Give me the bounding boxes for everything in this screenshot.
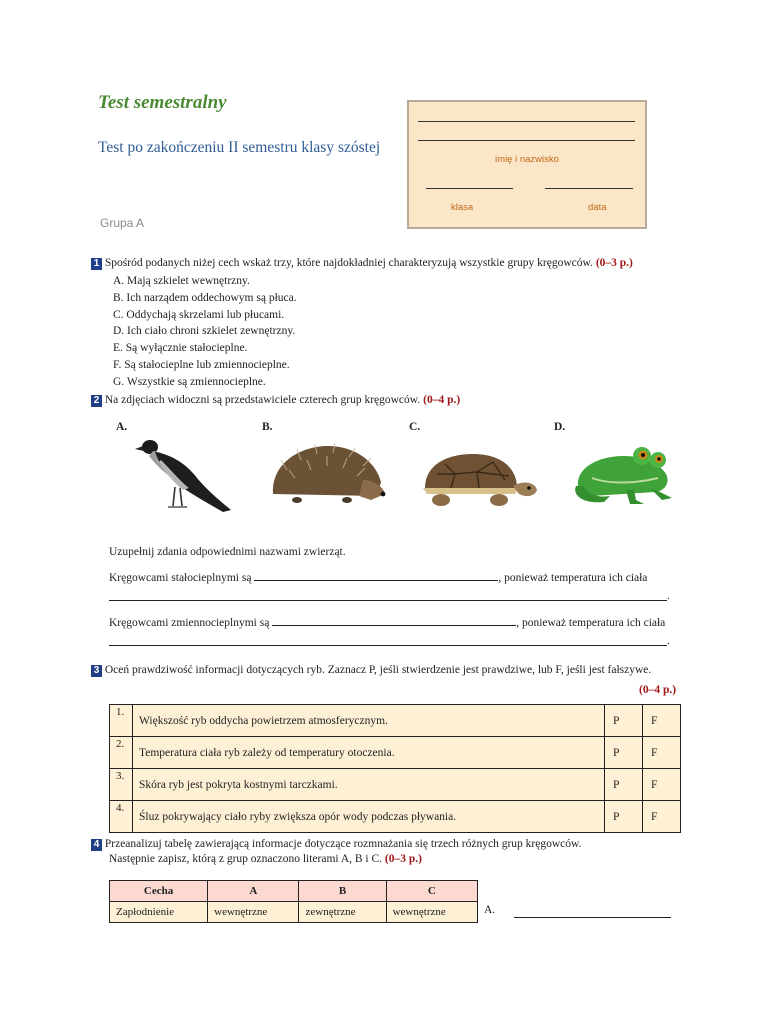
column-header: C: [386, 881, 477, 902]
points-badge: (0–4 p.): [639, 684, 677, 696]
answer-line[interactable]: [109, 645, 667, 646]
question-number: 2: [91, 395, 102, 407]
frog-icon: [570, 442, 675, 508]
false-option[interactable]: F: [643, 737, 681, 769]
answer-line-a[interactable]: [514, 917, 671, 918]
question-4-line-2: [109, 851, 422, 867]
class-label: klasa: [451, 202, 474, 213]
test-title: Test semestralny: [98, 92, 227, 113]
option-g[interactable]: G. Wszystkie są zmiennocieplne.: [113, 375, 266, 388]
dot: .: [667, 635, 670, 647]
sentence-cold-blooded: [109, 615, 665, 629]
question-text: Spośród podanych niżej cech wskaż trzy, które najdokładniej charakteryzują wszystkie grupy kręgowców.: [104, 257, 593, 269]
question-text: Przeanalizuj tabelę zawierającą informacje dotyczące rozmnażania się trzech różnych grup kręgowców.: [104, 838, 582, 850]
tortoise-icon: [415, 448, 540, 513]
table-row: [110, 737, 681, 769]
option-f[interactable]: F. Są stałocieplne lub zmiennocieplne.: [113, 358, 290, 371]
test-subtitle: Test po zakończeniu II semestru klasy szóstej: [98, 139, 381, 156]
row-number: 2.: [110, 737, 133, 769]
points-badge: (0–4 p.): [423, 394, 461, 406]
column-header: Cecha: [110, 881, 208, 902]
statement: Większość ryb oddycha powietrzem atmosferycznym.: [133, 705, 605, 737]
question-text: Oceń prawdziwość informacji dotyczących ryb. Zaznacz P, jeśli stwierdzenie jest prawdziwe, lub F, jeśli jest fałszywe.: [104, 664, 652, 676]
sentence-start: Kręgowcami zmiennocieplnymi są: [109, 617, 270, 629]
answer-blank[interactable]: [272, 615, 516, 626]
option-d[interactable]: D. Ich ciało chroni szkielet zewnętrzny.: [113, 325, 296, 338]
row-number: 1.: [110, 705, 133, 737]
row-number: 4.: [110, 801, 133, 833]
false-option[interactable]: F: [643, 769, 681, 801]
group-label: Grupa A: [100, 216, 145, 230]
row-number: 3.: [110, 769, 133, 801]
points-badge: (0–3 p.): [384, 853, 422, 865]
sentence-start: Kręgowcami stałocieplnymi są: [109, 572, 252, 584]
question-number: 1: [91, 258, 102, 270]
option-a[interactable]: A. Mają szkielet wewnętrzny.: [113, 275, 250, 287]
statement: Śluz pokrywający ciało ryby zwiększa opór wody podczas pływania.: [133, 801, 605, 833]
date-line[interactable]: [545, 188, 633, 189]
table-row: [110, 902, 478, 923]
table-row: [110, 769, 681, 801]
question-4: [91, 836, 581, 852]
statement: Skóra ryb jest pokryta kostnymi tarczkami.: [133, 769, 605, 801]
option-e[interactable]: E. Są wyłącznie stałocieplne.: [113, 342, 248, 355]
question-1: [91, 255, 633, 271]
photo-label-d: D.: [554, 421, 566, 433]
true-option[interactable]: P: [605, 801, 643, 833]
photo-label-a: A.: [116, 421, 128, 433]
answer-label-a: A.: [484, 904, 496, 916]
student-info-box: [407, 100, 647, 229]
table-cell: zewnętrzne: [299, 902, 386, 923]
question-text: Następnie zapisz, którą z grup oznaczono literami A, B i C.: [109, 853, 383, 865]
points-badge: (0–3 p.): [595, 257, 633, 269]
question-text: Na zdjęciach widoczni są przedstawiciele czterech grup kręgowców.: [104, 394, 421, 406]
option-c[interactable]: C. Oddychają skrzelami lub płucami.: [113, 308, 285, 321]
true-option[interactable]: P: [605, 769, 643, 801]
photo-label-c: C.: [409, 421, 421, 433]
table-cell: wewnętrzne: [208, 902, 299, 923]
hedgehog-icon: [267, 440, 387, 510]
name-label: imię i nazwisko: [495, 154, 559, 165]
q2-instruction: Uzupełnij zdania odpowiednimi nazwami zwierząt.: [109, 546, 346, 558]
option-b[interactable]: B. Ich narządem oddechowym są płuca.: [113, 291, 297, 304]
answer-blank[interactable]: [254, 570, 498, 581]
false-option[interactable]: F: [643, 705, 681, 737]
false-option[interactable]: F: [643, 801, 681, 833]
table-cell: wewnętrzne: [386, 902, 477, 923]
true-false-table: [109, 704, 681, 833]
q1-options: [113, 273, 297, 391]
table-cell: Zapłodnienie: [110, 902, 208, 923]
date-label: data: [588, 202, 607, 213]
question-number: 4: [91, 839, 102, 851]
statement: Temperatura ciała ryb zależy od temperatury otoczenia.: [133, 737, 605, 769]
name-line-2[interactable]: [418, 140, 635, 141]
name-line-1[interactable]: [418, 121, 635, 122]
class-line[interactable]: [426, 188, 513, 189]
true-option[interactable]: P: [605, 705, 643, 737]
dot: .: [667, 590, 670, 602]
table-row: [110, 801, 681, 833]
table-header-row: [110, 881, 478, 902]
crow-icon: [135, 432, 235, 517]
table-row: [110, 705, 681, 737]
question-number: 3: [91, 665, 102, 677]
answer-line[interactable]: [109, 600, 667, 601]
reproduction-table: [109, 880, 478, 923]
column-header: A: [208, 881, 299, 902]
column-header: B: [299, 881, 386, 902]
photo-label-b: B.: [262, 421, 273, 433]
sentence-warm-blooded: [109, 570, 647, 584]
true-option[interactable]: P: [605, 737, 643, 769]
sentence-end: , ponieważ temperatura ich ciała: [516, 617, 666, 629]
question-3: [91, 662, 691, 678]
sentence-end: , ponieważ temperatura ich ciała: [498, 572, 648, 584]
question-2: [91, 392, 460, 408]
